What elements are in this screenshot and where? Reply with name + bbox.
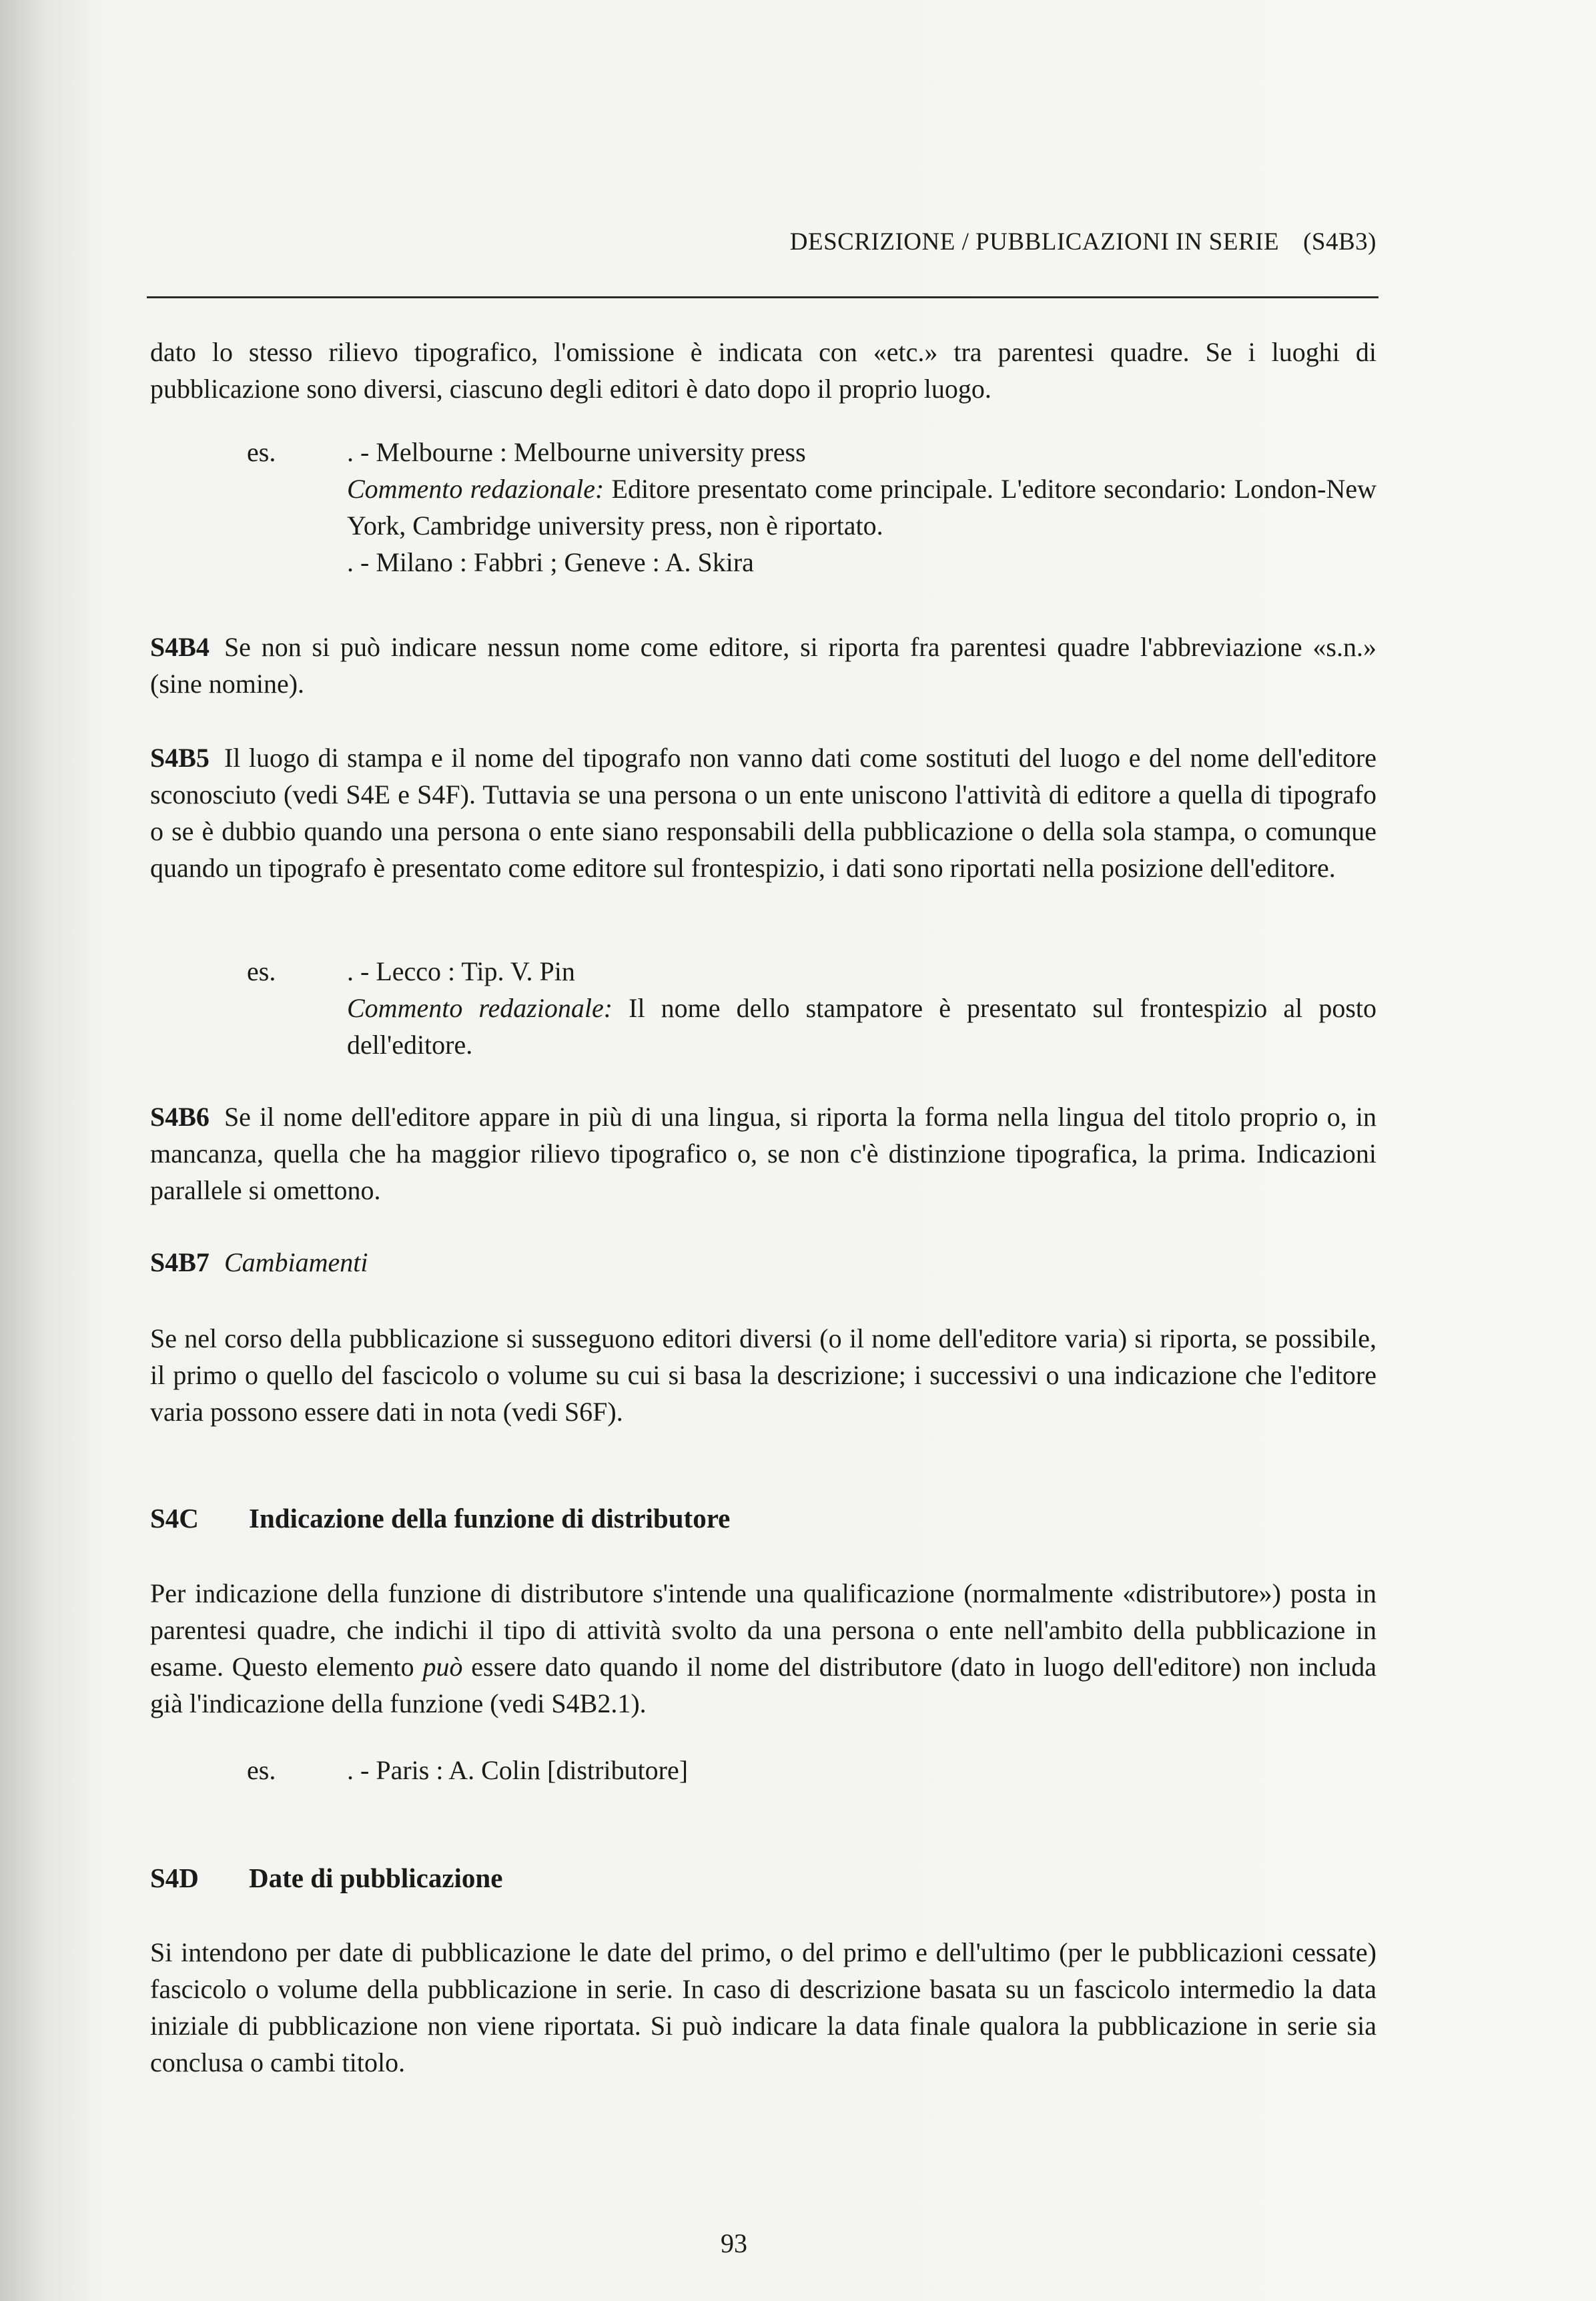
text-part: Per indicazione della funzione di distributore s'intende una qualificazione (normalmente «distributore») posta in parentesi quadre, che indichi il tipo di attività svolto da una persona o ente nell'ambito della pubblicazione in esame. Questo elemento [150,1578,1376,1682]
editorial-comment [347,990,1376,1063]
section-title: Date di pubblicazione [249,1863,503,1893]
section-code: S4B7 [150,1247,210,1277]
section-s4d-text: Si intendono per date di pubblicazione le date del primo, o del primo e dell'ultimo (per le pubblicazioni cessate) fascicolo o volume della pubblicazione in serie. In caso di descrizione basata su un fascicolo intermedio la data iniziale di pubblicazione non viene riportata. Si può indicare la data finale qualora la pubblicazione in serie sia conclusa o cambi titolo. [150,1937,1376,2077]
section-code: S4C [150,1503,199,1534]
intro-paragraph: dato lo stesso rilievo tipografico, l'omissione è indicata con «etc.» tra parentesi quadre. Se i luoghi di pubblicazione sono diversi, ciascuno degli editori è dato dopo il proprio luogo. [150,337,1376,404]
section-code: S4B5 [150,743,210,773]
section-title: Indicazione della funzione di distributore [249,1503,731,1534]
header-title: DESCRIZIONE / PUBBLICAZIONI IN SERIE [789,228,1280,256]
example-body [347,1752,1376,1788]
example-line: . - Milano : Fabbri ; Geneve : A. Skira [347,547,754,577]
header-rule [147,296,1378,298]
example-line: . - Paris : A. Colin [distributore] [347,1755,689,1785]
text-emphasis: può [422,1652,463,1682]
comment-text: Editore presentato come principale. L'editore secondario: London-New York, Cambridge university press, non è riportato. [347,474,1376,541]
section-code: S4D [150,1863,199,1893]
example-body [347,953,1376,1063]
page-number: 93 [721,2228,747,2258]
section-s4c-heading [150,1500,730,1537]
header-section-code: (S4B3) [1303,228,1376,256]
section-s4d-heading [150,1860,502,1897]
section-text: Se il nome dell'editore appare in più di una lingua, si riporta la forma nella lingua del titolo proprio o, in mancanza, quella che ha maggior rilievo tipografico o, se non c'è distinzione tipografica, la prima. Indicazioni parallele si omettono. [150,1102,1376,1205]
section-s4b7-heading [150,1244,1376,1281]
editorial-comment [347,470,1376,544]
comment-label: Commento redazionale: [347,474,605,504]
section-code: S4B6 [150,1102,210,1132]
comment-label: Commento redazionale: [347,993,613,1023]
example-line: . - Melbourne : Melbourne university press [347,437,806,467]
section-code: S4B4 [150,632,210,662]
example-label: es. [247,437,276,467]
section-s4b4 [150,629,1376,702]
section-s4b7-text: Se nel corso della pubblicazione si susseguono editori diversi (o il nome dell'editore varia) si riporta, se possibile, il primo o quello del fascicolo o volume su cui si basa la descrizione; i successivi o una indicazione che l'editore varia possono essere dati in nota (vedi S6F). [150,1323,1376,1427]
section-s4b5 [150,739,1376,886]
text-part: essere dato quando il nome del distributore (dato in luogo dell'editore) non includa già l'indicazione della funzione (vedi S4B2.1). [150,1652,1376,1718]
section-title: Cambiamenti [224,1247,368,1277]
example-label: es. [247,1755,276,1785]
running-header [150,226,1376,259]
example-line: . - Lecco : Tip. V. Pin [347,956,575,986]
section-s4b6 [150,1098,1376,1209]
section-text: Se non si può indicare nessun nome come editore, si riporta fra parentesi quadre l'abbreviazione «s.n.» (sine nomine). [150,632,1376,699]
comment-text: Il nome dello stampatore è presentato sul frontespizio al posto dell'editore. [347,993,1376,1060]
example-label: es. [247,956,276,986]
example-body [347,434,1376,581]
section-s4c-text [150,1575,1376,1722]
section-text: Il luogo di stampa e il nome del tipografo non vanno dati come sostituti del luogo e del nome dell'editore sconosciuto (vedi S4E e S4F). Tuttavia se una persona o un ente uniscono l'attività di editore a quella di tipografo o se è dubbio quando una persona o ente siano responsabili della pubblicazione o della sola stampa, o comunque quando un tipografo è presentato come editore sul frontespizio, i dati sono riportati nella posizione dell'editore. [150,743,1376,883]
